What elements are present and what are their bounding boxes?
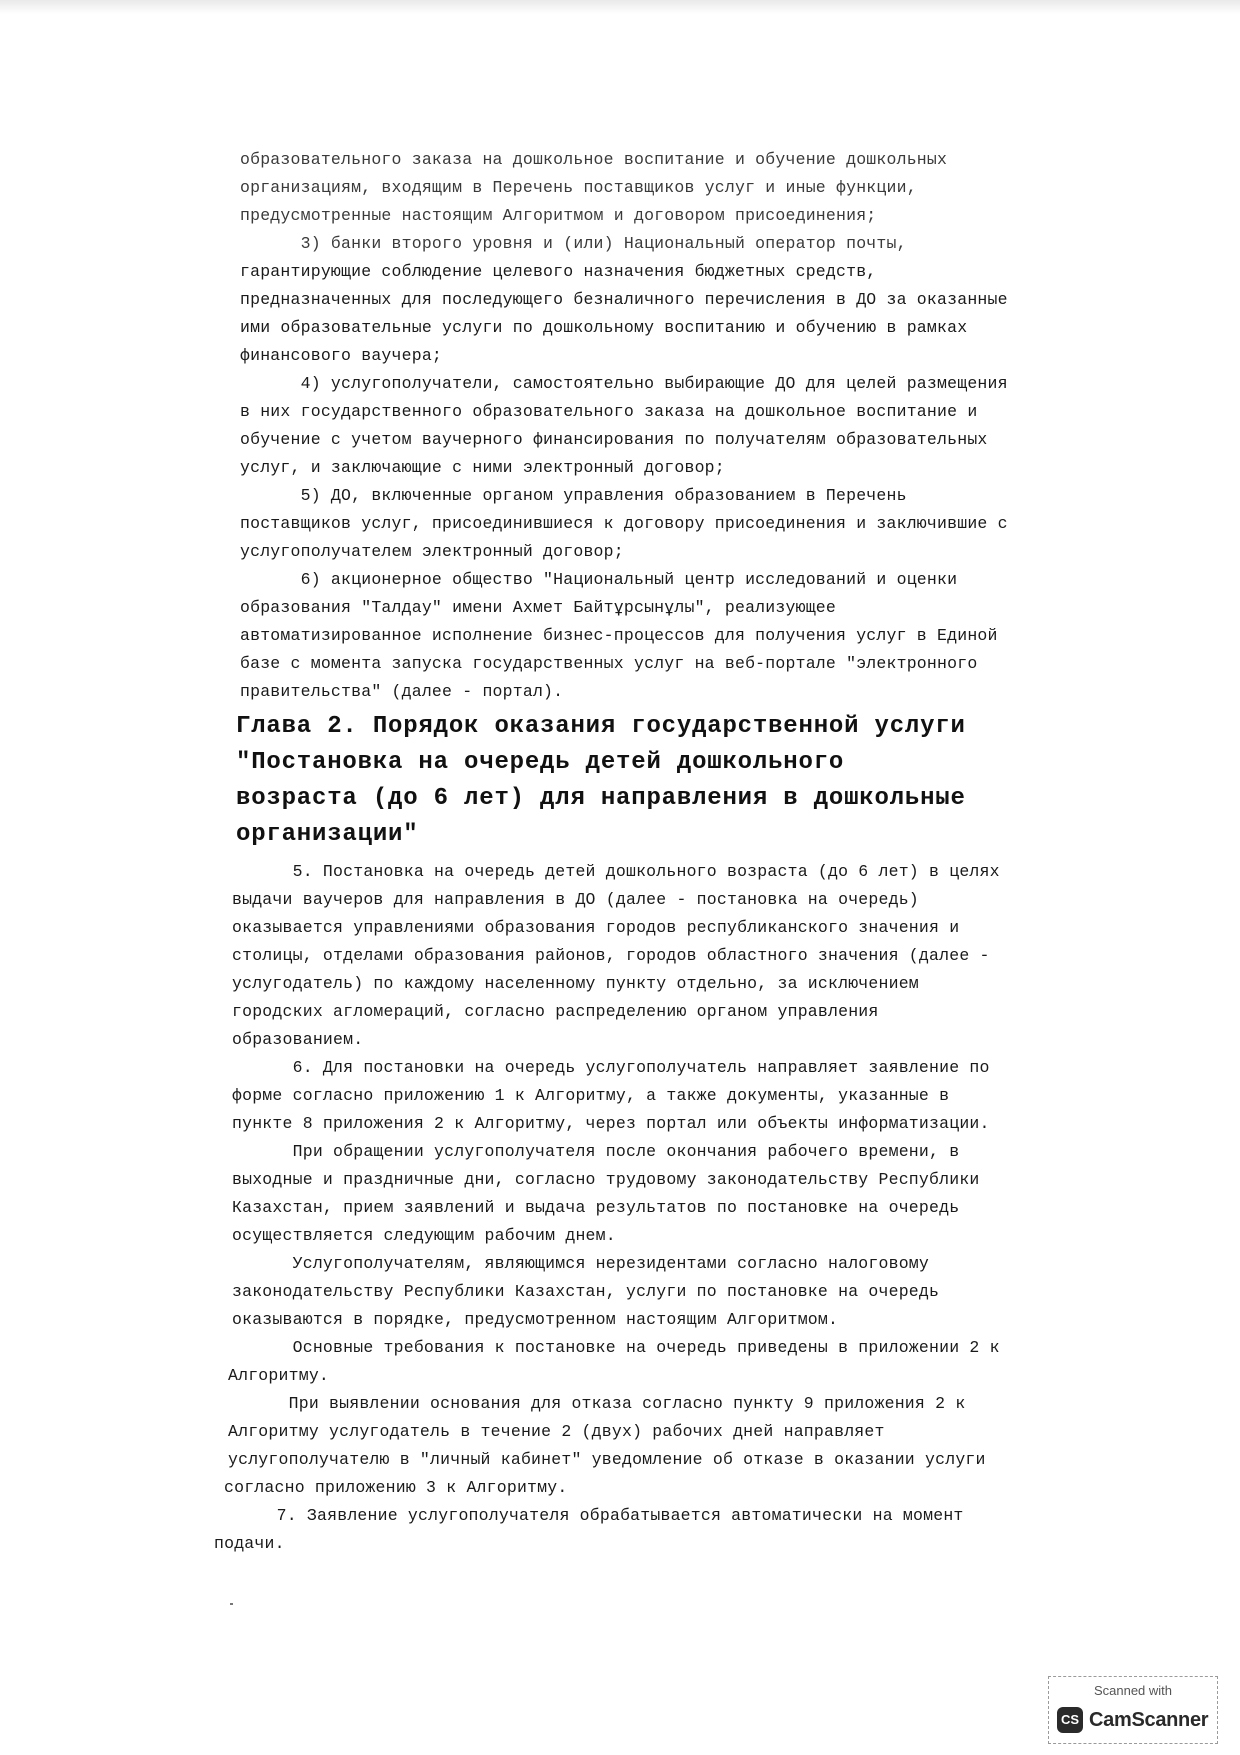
badge-caption: Scanned with [1093, 1683, 1173, 1698]
doc-line: услугополучателю в "личный кабинет" уведомление об отказе в оказании услуги [228, 1450, 986, 1469]
doc-line: 6. Для постановки на очередь услугополучатель направляет заявление по [232, 1058, 990, 1077]
doc-line: оказываются в порядке, предусмотренном настоящим Алгоритмом. [232, 1310, 839, 1329]
doc-line: ими образовательные услуги по дошкольному воспитанию и обучению в рамках [240, 318, 968, 337]
doc-line: выдачи ваучеров для направления в ДО (далее - постановка на очередь) [232, 890, 919, 909]
doc-line: форме согласно приложению 1 к Алгоритму, а также документы, указанные в [232, 1086, 950, 1105]
scan-speck [230, 1603, 233, 1605]
doc-line: согласно приложению 3 к Алгоритму. [224, 1478, 568, 1497]
camscanner-logo-icon: CS [1057, 1707, 1083, 1733]
doc-line: образованием. [232, 1030, 364, 1049]
doc-line: организациям, входящим в Перечень поставщиков услуг и иные функции, [240, 178, 917, 197]
doc-line: финансового ваучера; [240, 346, 443, 365]
doc-line: 3) банки второго уровня и (или) Национальный оператор почты, [240, 234, 907, 253]
doc-line: 7. Заявление услугополучателя обрабатывается автоматически на момент [216, 1506, 964, 1525]
doc-line: образования "Талдау" имени Ахмет Байтұрсынұлы", реализующее [240, 598, 836, 617]
doc-line: оказывается управлениями образования городов республиканского значения и [232, 918, 960, 937]
doc-line: выходные и праздничные дни, согласно трудовому законодательству Республики [232, 1170, 980, 1189]
doc-line: 6) акционерное общество "Национальный центр исследований и оценки [240, 570, 958, 589]
doc-line: Алгоритму услугодатель в течение 2 (двух) рабочих дней направляет [228, 1422, 885, 1441]
doc-line: 5. Постановка на очередь детей дошкольного возраста (до 6 лет) в целях [232, 862, 1000, 881]
doc-line: в них государственного образовательного заказа на дошкольное воспитание и [240, 402, 978, 421]
doc-line: обучение с учетом ваучерного финансирования по получателям образовательных [240, 430, 988, 449]
doc-line: законодательству Республики Казахстан, услуги по постановке на очередь [232, 1282, 940, 1301]
doc-line: поставщиков услуг, присоединившиеся к договору присоединения и заключившие с [240, 514, 1008, 533]
doc-line: образовательного заказа на дошкольное воспитание и обучение дошкольных [240, 150, 948, 169]
doc-line: автоматизированное исполнение бизнес-процессов для получения услуг в Единой [240, 626, 998, 645]
doc-line: При обращении услугополучателя после окончания рабочего времени, в [232, 1142, 960, 1161]
doc-line: Услугополучателям, являющимся нерезидентами согласно налоговому [232, 1254, 930, 1273]
doc-line: предназначенных для последующего безналичного перечисления в ДО за оказанные [240, 290, 1008, 309]
doc-line: услугодатель) по каждому населенному пункту отдельно, за исключением [232, 974, 919, 993]
doc-line: пункте 8 приложения 2 к Алгоритму, через портал или объекты информатизации. [232, 1114, 990, 1133]
doc-line: предусмотренные настоящим Алгоритмом и договором присоединения; [240, 206, 877, 225]
doc-line: правительства" (далее - портал). [240, 682, 564, 701]
doc-line: 5) ДО, включенные органом управления образованием в Перечень [240, 486, 907, 505]
doc-line: 4) услугополучатели, самостоятельно выбирающие ДО для целей размещения [240, 374, 1008, 393]
doc-line: городских агломераций, согласно распределению органом управления [232, 1002, 879, 1021]
doc-line: Алгоритму. [228, 1366, 330, 1385]
doc-line: столицы, отделами образования районов, городов областного значения (далее - [232, 946, 990, 965]
doc-line: услугополучателем электронный договор; [240, 542, 624, 561]
doc-line: подачи. [214, 1534, 285, 1553]
chapter-heading: организации" [236, 821, 419, 848]
badge-brand: CamScanner [1089, 1709, 1209, 1731]
doc-line: Основные требования к постановке на очередь приведены в приложении 2 к [232, 1338, 1000, 1357]
doc-line: При выявлении основания для отказа согласно пункту 9 приложения 2 к [228, 1394, 966, 1413]
camscanner-badge [1048, 1676, 1218, 1744]
doc-line: осуществляется следующим рабочим днем. [232, 1226, 616, 1245]
doc-line: гарантирующие соблюдение целевого назначения бюджетных средств, [240, 262, 877, 281]
chapter-heading: Глава 2. Порядок оказания государственной услуги [236, 713, 966, 740]
chapter-heading: "Постановка на очередь детей дошкольного [236, 749, 845, 776]
chapter-heading: возраста (до 6 лет) для направления в дошкольные [236, 785, 966, 812]
doc-line: базе с момента запуска государственных услуг на веб-портале "электронного [240, 654, 978, 673]
doc-line: Казахстан, прием заявлений и выдача результатов по постановке на очередь [232, 1198, 960, 1217]
doc-line: услуг, и заключающие с ними электронный договор; [240, 458, 725, 477]
